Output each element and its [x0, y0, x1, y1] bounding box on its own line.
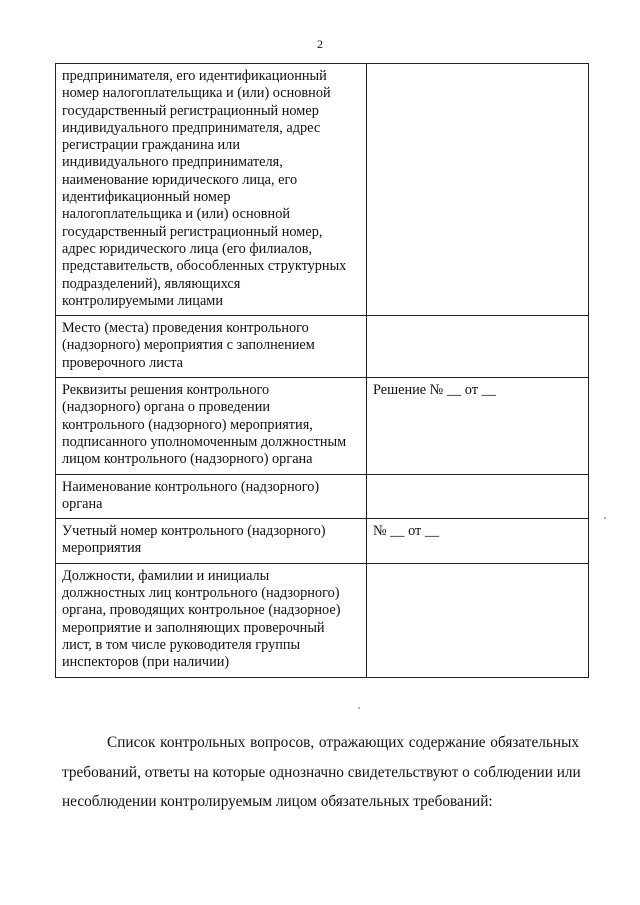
table-body [56, 64, 589, 678]
table-row [56, 519, 589, 564]
table-row [56, 474, 589, 519]
field-label-cell [56, 474, 367, 519]
field-label-cell [56, 316, 367, 378]
field-label-line: адрес юридического лица (его филиалов, [62, 240, 313, 257]
field-label-cell [56, 519, 367, 564]
field-label-line: государственный регистрационный номер [62, 102, 319, 119]
field-label-line: должностных лиц контрольного (надзорного) [62, 585, 340, 602]
field-label-line: налогоплательщика и (или) основной [62, 206, 290, 223]
field-value: Решение № __ от __ [373, 382, 496, 399]
field-label-line: проверочного листа [62, 354, 184, 371]
field-label-line: инспекторов (при наличии) [62, 654, 230, 671]
field-label-line: Наименование контрольного (надзорного) [62, 478, 320, 495]
scan-speck [604, 517, 606, 519]
field-label-line: органа [62, 495, 103, 512]
field-label-line: подписанного уполномоченным должностным [62, 433, 347, 450]
field-label-line: идентификационный номер [62, 189, 231, 206]
field-label-line: представительств, обособленных структурных [62, 258, 347, 275]
field-label-cell [56, 64, 367, 316]
field-value-cell [367, 316, 589, 378]
field-label-line: лист, в том числе руководителя группы [62, 636, 301, 653]
field-label-line: Должности, фамилии и инициалы [62, 567, 270, 584]
inspection-details-table [55, 63, 589, 678]
field-value-cell [367, 474, 589, 519]
paragraph-line-2: требований, ответы на которые однозначно свидетельствуют о соблюдении или [62, 763, 581, 781]
field-label-line: лицом контрольного (надзорного) органа [62, 451, 313, 468]
table-row [56, 378, 589, 474]
table-row [56, 563, 589, 677]
paragraph-line-1: Список контрольных вопросов, отражающих содержание обязательных [107, 734, 579, 751]
field-label-line: органа, проводящих контрольное (надзорное) [62, 602, 341, 619]
field-value-cell [367, 378, 589, 474]
field-label-line: контрольного (надзорного) мероприятия, [62, 416, 313, 433]
field-label-line: мероприятия [62, 540, 142, 557]
field-value-cell [367, 563, 589, 677]
paragraph-line-3: несоблюдении контролируемым лицом обязательных требований: [62, 793, 493, 810]
field-label-cell [56, 563, 367, 677]
page-number: 2 [317, 37, 323, 51]
field-label-line: номер налогоплательщика и (или) основной [62, 85, 331, 102]
field-label-line: Учетный номер контрольного (надзорного) [62, 523, 326, 540]
field-label-line: предпринимателя, его идентификационный [62, 68, 327, 84]
table-row [56, 64, 589, 316]
field-label-line: наименование юридического лица, его [62, 171, 298, 188]
field-value-cell [367, 519, 589, 564]
field-label-line: контролируемыми лицами [62, 292, 224, 309]
field-label-line: (надзорного) органа о проведении [62, 399, 271, 416]
field-label-line: мероприятие и заполняющих проверочный [62, 619, 325, 636]
field-label-line: (надзорного) мероприятия с заполнением [62, 337, 315, 354]
field-label-line: государственный регистрационный номер, [62, 223, 323, 240]
checklist-intro-paragraph [62, 728, 579, 817]
field-value-cell [367, 64, 589, 316]
field-label-line: индивидуального предпринимателя, адрес [62, 119, 321, 136]
field-label-line: регистрации гражданина или [62, 137, 240, 154]
scan-speck [358, 707, 360, 709]
field-label-line: подразделений), являющихся [62, 275, 241, 292]
field-label-line: индивидуального предпринимателя, [62, 154, 283, 171]
table-row [56, 316, 589, 378]
field-value: № __ от __ [373, 523, 440, 540]
field-label-cell [56, 378, 367, 474]
field-label-line: Реквизиты решения контрольного [62, 382, 270, 399]
field-label-line: Место (места) проведения контрольного [62, 320, 309, 337]
